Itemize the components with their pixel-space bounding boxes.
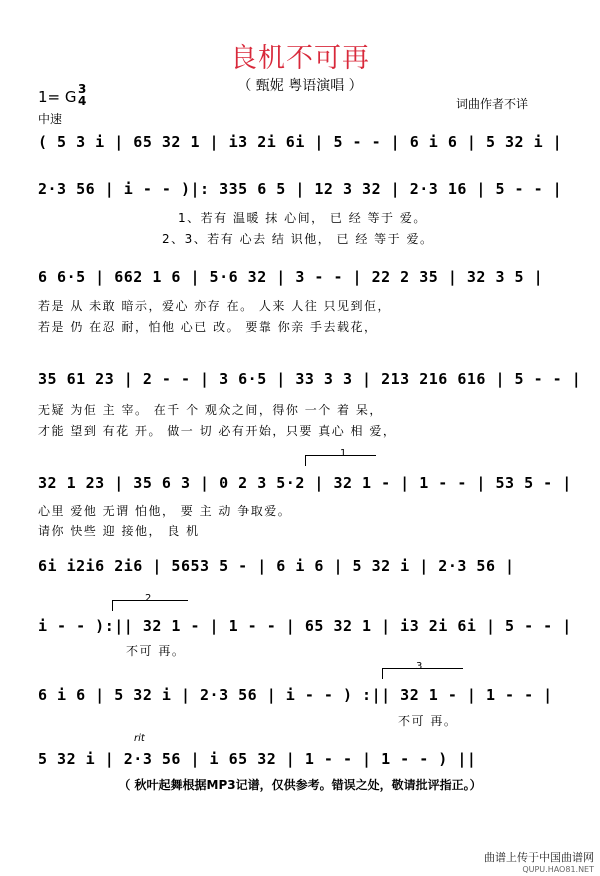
time-signature-bottom: 4 — [78, 94, 87, 108]
lyric-line: 无疑 为佢 主 宰。 在千 个 观众之间，得你 一个 着 呆， — [38, 403, 383, 417]
lyric-line: 不可 再。 — [126, 644, 186, 658]
watermark — [484, 852, 594, 876]
score-row-9: 5 32 i | 2·3 56 | i 65 32 | 1 - - | 1 - - ) || — [38, 750, 477, 768]
score-row-3: 6 6·5 | 662 1 6 | 5·6 32 | 3 - - | 22 2 35 | 32 3 5 | — [38, 268, 544, 286]
lyric-line: 2、3、若有 心去 结 识他， 已 经 等于 爱。 — [162, 232, 434, 246]
watermark-text: 曲谱上传于中国曲谱网 — [484, 851, 594, 864]
composer: 词曲作者不详 — [455, 97, 528, 111]
volta-number: 2 — [145, 593, 152, 604]
subtitle: （ 甄妮 粤语演唱 ） — [237, 78, 363, 94]
key-signature: 1= G — [38, 88, 77, 106]
score-row-8: 6 i 6 | 5 32 i | 2·3 56 | i - - ) :|| 32 1 - | 1 - - | — [38, 686, 553, 704]
lyric-line: 若是 仍 在忍 耐，怕他 心已 改。 要靠 你亲 手去载花， — [38, 320, 378, 334]
volta-number: 1 — [340, 448, 347, 459]
score-row-5: 32 1 23 | 35 6 3 | 0 2 3 5·2 | 32 1 - | 1 - - | 53 5 - | — [38, 474, 572, 492]
score-row-2: 2·3 56 | i - - )|: 335 6 5 | 12 3 32 | 2·3 16 | 5 - - | — [38, 180, 563, 198]
volta-number: 3 — [416, 661, 423, 672]
score-row-6: 6i i2i6 2i6 | 5653 5 - | 6 i 6 | 5 32 i | 2·3 56 | — [38, 557, 515, 575]
volta-bracket — [382, 668, 463, 679]
score-row-1: ( 5 3 i | 65 32 1 | i3 2i 6i | 5 - - | 6 i 6 | 5 32 i | — [38, 133, 563, 151]
score-row-7: i - - ):|| 32 1 - | 1 - - | 65 32 1 | i3 2i 6i | 5 - - | — [38, 617, 572, 635]
time-signature — [78, 83, 86, 107]
watermark-url: QUPU.HAO81.NET — [522, 865, 594, 874]
lyric-line: 1、若有 温暖 抹 心间， 已 经 等于 爱。 — [178, 211, 427, 225]
rit-marking: rit — [134, 733, 145, 744]
tempo-marking: 中速 — [38, 112, 63, 126]
lyric-line: 才能 望到 有花 开。 做一 切 必有开始，只要 真心 相 爱， — [38, 424, 397, 438]
footnote: （ 秋叶起舞根据MP3记谱，仅供参考。错误之处，敬请批评指正。） — [118, 778, 482, 792]
lyric-line: 请你 快些 迎 接他， 良 机 — [38, 524, 200, 538]
lyric-line: 心里 爱他 无谓 怕他， 要 主 动 争取爱。 — [38, 504, 292, 518]
lyric-line: 若是 从 未敢 暗示，爱心 亦存 在。 人来 人往 只见到佢， — [38, 299, 392, 313]
score-row-4: 35 61 23 | 2 - - | 3 6·5 | 33 3 3 | 213 216 616 | 5 - - | — [38, 370, 582, 388]
page-title: 良机不可再 — [230, 43, 370, 74]
lyric-line: 不可 再。 — [398, 714, 458, 728]
time-signature-top: 3 — [78, 82, 87, 96]
